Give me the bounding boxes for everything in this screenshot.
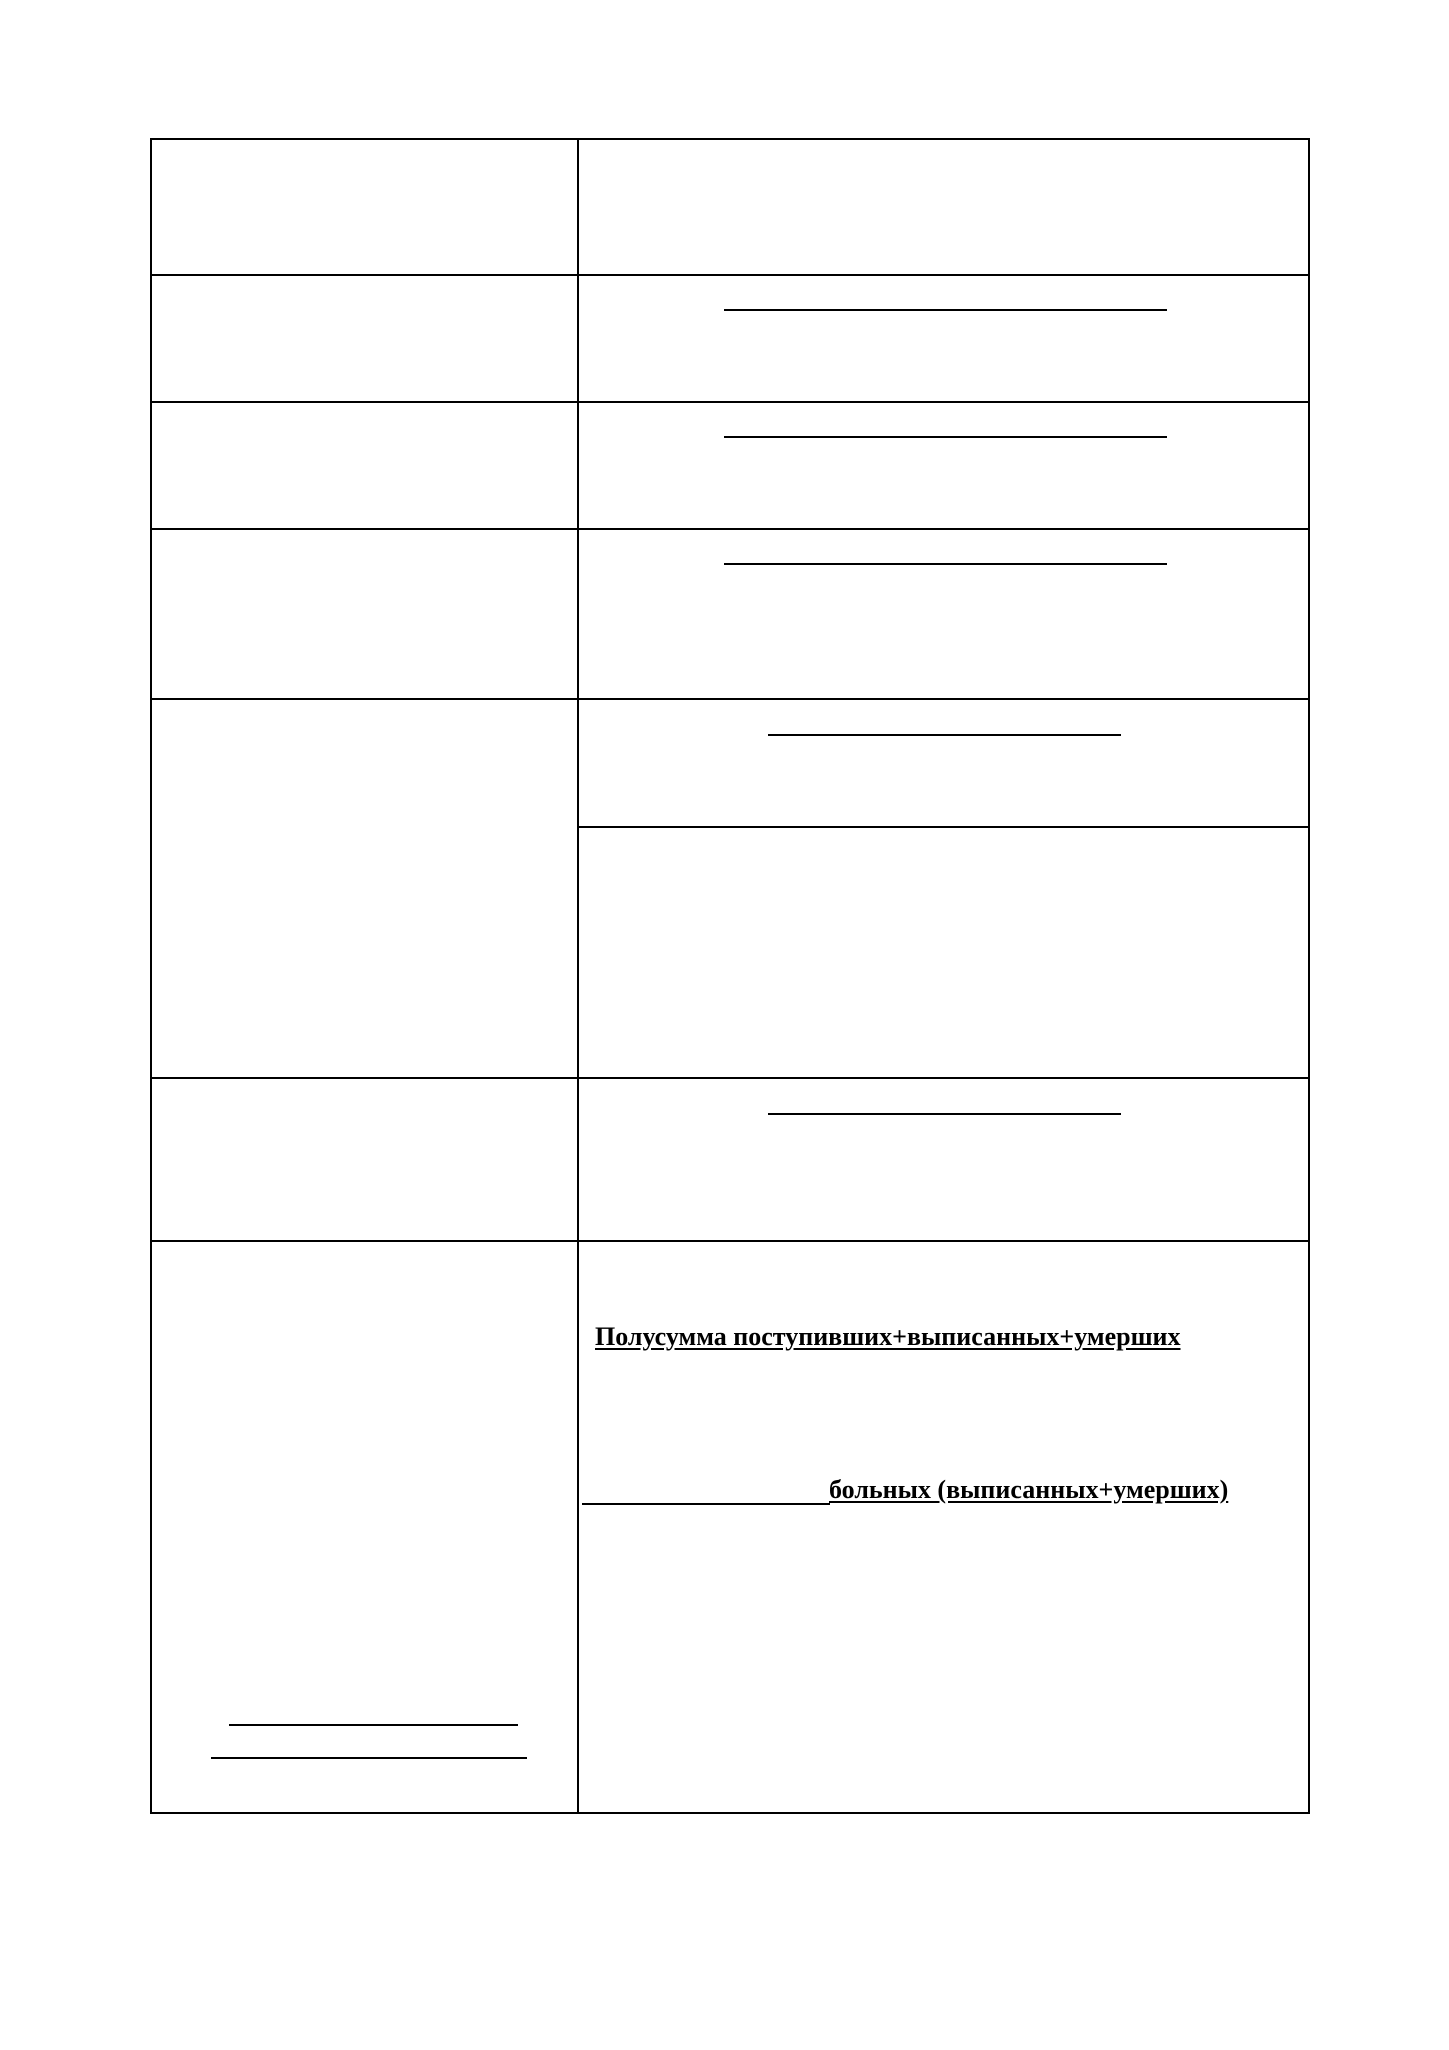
blank-line-row5 [768, 734, 1121, 736]
row-separator-3 [152, 528, 1308, 530]
formula-denominator-leader-line [582, 1503, 830, 1505]
blank-line-left-2 [211, 1757, 527, 1759]
column-divider [577, 140, 579, 1812]
row-separator-1 [152, 274, 1308, 276]
row-separator-4 [152, 698, 1308, 700]
row-separator-7 [152, 1240, 1308, 1242]
blank-line-row2 [724, 309, 1167, 311]
row-separator-2 [152, 401, 1308, 403]
row-separator-5-right [577, 826, 1308, 828]
formula-denominator: больных (выписанных+умерших) [829, 1475, 1229, 1504]
blank-line-row6 [768, 1113, 1121, 1115]
row-separator-6 [152, 1077, 1308, 1079]
formula-numerator: Полусумма поступивших+выписанных+умерших [595, 1322, 1181, 1351]
blank-line-row4 [724, 563, 1167, 565]
blank-line-row3 [724, 436, 1167, 438]
blank-line-left-1 [229, 1724, 518, 1726]
form-table [150, 138, 1310, 1814]
